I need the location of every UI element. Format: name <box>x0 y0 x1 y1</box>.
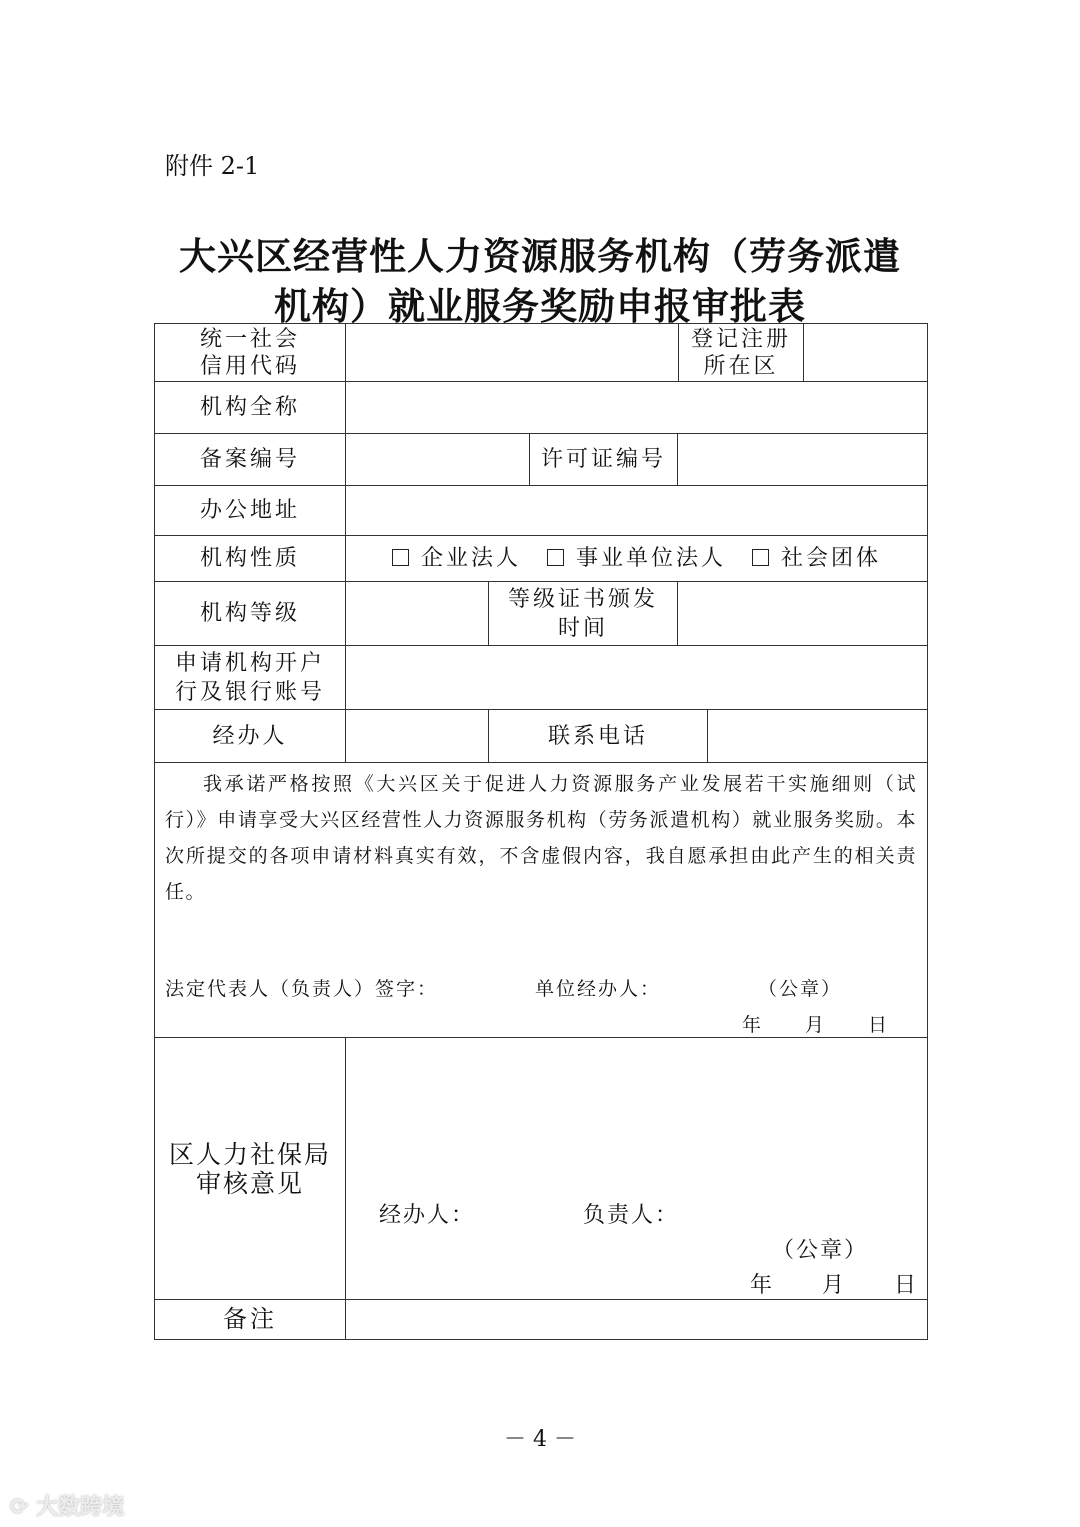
license-no-field[interactable] <box>677 433 928 486</box>
text: 等级证书颁发 <box>507 586 658 612</box>
label-phone: 联系电话 <box>488 709 708 763</box>
text: 社会团体 <box>781 546 882 571</box>
label-nature: 机构性质 <box>154 535 346 582</box>
text: 申请机构开户 <box>174 650 325 676</box>
date-label: 年 月 日 <box>742 1014 890 1036</box>
option-social-group[interactable] <box>752 544 881 573</box>
text: 信用代码 <box>199 353 300 379</box>
title-line-1: 大兴区经营性人力资源服务机构（劳务派遣 <box>179 235 901 278</box>
nature-options <box>345 535 928 582</box>
title-line-2: 机构）就业服务奖励申报审批表 <box>274 285 806 328</box>
credit-code-field[interactable] <box>345 323 679 382</box>
label-record-no: 备案编号 <box>154 433 346 486</box>
text: 审核意见 <box>195 1168 304 1198</box>
checkbox-icon[interactable] <box>752 549 769 566</box>
text: 登记注册 <box>690 326 791 352</box>
label-reg-district <box>678 323 804 382</box>
seal-label: （公章） <box>758 978 843 1000</box>
bank-field[interactable] <box>345 645 928 710</box>
declaration-text: 我承诺严格按照《大兴区关于促进人力资源服务产业发展若干实施细则（试行）》申请享受大兴区经营性人力资源服务机构（劳务派遣机构）就业服务奖励。本次所提交的各项申请材料真实有效，不含虚假内容，我自愿承担由此产生的相关责任。 <box>165 773 917 903</box>
label-remarks: 备注 <box>154 1299 346 1340</box>
attachment-label: 附件 2-1 <box>165 152 260 180</box>
text: 统一社会 <box>199 326 300 352</box>
watermark-text: 大数跨境 <box>36 1495 125 1520</box>
text: 时间 <box>557 615 608 641</box>
legal-rep-signature: 法定代表人（负责人）签字： <box>165 978 439 1000</box>
review-responsible: 负责人： <box>583 1203 680 1228</box>
unit-handler-signature: 单位经办人： <box>535 978 662 1000</box>
text: 企业法人 <box>420 546 521 571</box>
remarks-field[interactable] <box>345 1299 928 1340</box>
full-name-field[interactable] <box>345 381 928 434</box>
review-date: 年 月 日 <box>750 1273 919 1298</box>
label-address: 办公地址 <box>154 485 346 536</box>
address-field[interactable] <box>345 485 928 536</box>
watermark-logo-icon: ⟳ <box>10 1495 37 1520</box>
label-cert-date <box>488 581 678 646</box>
label-handler: 经办人 <box>154 709 346 763</box>
label-level: 机构等级 <box>154 581 346 646</box>
label-bank <box>154 645 346 710</box>
label-review <box>154 1037 346 1300</box>
checkbox-icon[interactable] <box>547 549 564 566</box>
phone-field[interactable] <box>707 709 928 763</box>
label-credit-code <box>154 323 346 382</box>
record-no-field[interactable] <box>345 433 530 486</box>
level-field[interactable] <box>345 581 489 646</box>
text: 所在区 <box>703 353 779 379</box>
page-number: － 4 － <box>504 1427 576 1452</box>
text: 行及银行账号 <box>174 679 325 705</box>
text: 区人力社保局 <box>168 1139 331 1169</box>
watermark <box>10 1490 124 1521</box>
review-handler: 经办人： <box>379 1203 476 1228</box>
text: 事业单位法人 <box>575 546 726 571</box>
option-institution[interactable] <box>547 544 726 573</box>
label-full-name: 机构全称 <box>154 381 346 434</box>
cert-date-field[interactable] <box>677 581 928 646</box>
checkbox-icon[interactable] <box>392 549 409 566</box>
option-enterprise[interactable] <box>392 544 521 573</box>
handler-field[interactable] <box>345 709 489 763</box>
label-license-no: 许可证编号 <box>529 433 678 486</box>
reg-district-field[interactable] <box>803 323 928 382</box>
review-seal: （公章） <box>772 1238 869 1263</box>
